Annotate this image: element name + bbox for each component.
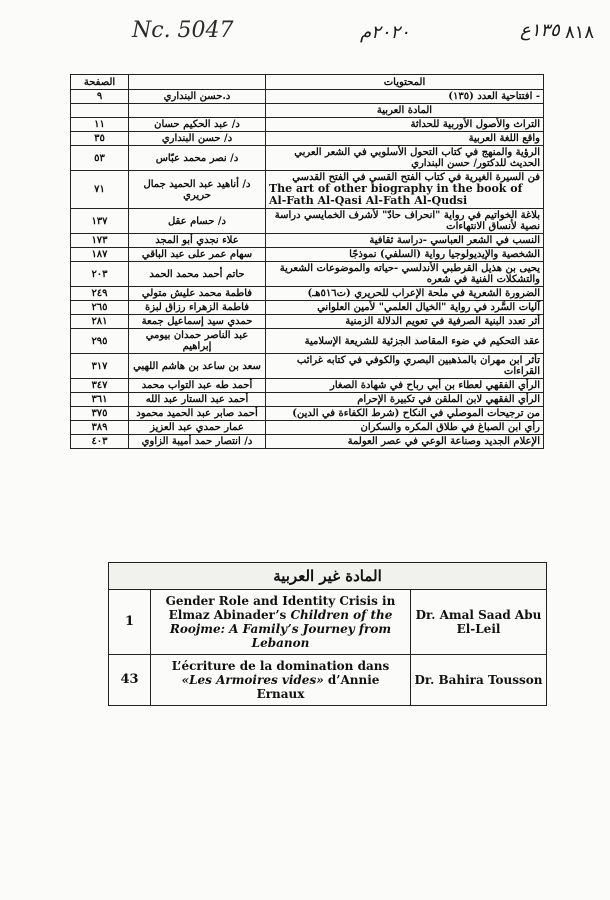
non-arabic-table bbox=[108, 562, 547, 706]
page-number-cell: ٢٤٩ bbox=[71, 287, 129, 301]
article-title bbox=[266, 171, 544, 209]
table-row bbox=[71, 209, 544, 234]
table-row bbox=[71, 435, 544, 449]
article-title bbox=[266, 379, 544, 393]
page-number-cell: ٢٦٥ bbox=[71, 301, 129, 315]
article-title bbox=[266, 435, 544, 449]
handwritten-issue: ١٣٥ع bbox=[520, 20, 560, 41]
title-text: رأي ابن الصباغ في طلاق المكره والسكران bbox=[360, 422, 540, 433]
title-text: آليات السَّرد في رواية "الخيال العلمي" لأمين العلواني bbox=[317, 302, 540, 313]
article-author: أحمد طه عبد التواب محمد bbox=[129, 379, 266, 393]
page-number-cell: ٥٣ bbox=[71, 146, 129, 171]
article-title bbox=[266, 146, 544, 171]
contents-header-row bbox=[71, 75, 544, 90]
article-author: سعد بن ساعد بن هاشم اللهبي bbox=[129, 354, 266, 379]
non-arabic-section-title: المادة غير العربية bbox=[109, 563, 547, 590]
table-row bbox=[71, 132, 544, 146]
page-number-cell: ٣١٧ bbox=[71, 354, 129, 379]
table-row bbox=[71, 90, 544, 104]
article-title bbox=[266, 132, 544, 146]
table-row bbox=[71, 301, 544, 315]
title-italic-text: Children of the Roojme: A Family’s Journey from Lebanon bbox=[169, 608, 393, 650]
contents-body bbox=[71, 90, 544, 449]
article-title bbox=[266, 354, 544, 379]
table-row bbox=[71, 262, 544, 287]
article-author: د/ نصر محمد عبّاس bbox=[129, 146, 266, 171]
article-author: علاء نجدي أبو المجد bbox=[129, 234, 266, 248]
title-text: d’Annie Ernaux bbox=[256, 673, 380, 701]
table-row bbox=[71, 146, 544, 171]
table-row bbox=[71, 379, 544, 393]
title-text: واقع اللغة العربية bbox=[468, 133, 540, 144]
article-author: Dr. Bahira Tousson bbox=[411, 655, 547, 706]
title-text: Gender Role and Identity Crisis in Elmaz Abinader’s bbox=[165, 594, 396, 622]
table-row bbox=[71, 118, 544, 132]
title-text: المادة العربية bbox=[376, 105, 433, 116]
article-author: عمار حمدي عبد العزيز bbox=[129, 421, 266, 435]
handwritten-year: ٢٠٢٠م bbox=[360, 22, 410, 43]
page-number-cell: ١٣٧ bbox=[71, 209, 129, 234]
article-title bbox=[266, 421, 544, 435]
page-number-cell: ٤٠٣ bbox=[71, 435, 129, 449]
title-text: عقد التحكيم في ضوء المقاصد الجزئية للشريعة الإسلامية bbox=[304, 335, 540, 347]
page-number-cell: ٣٤٧ bbox=[71, 379, 129, 393]
page-number-cell: ٢٨١ bbox=[71, 315, 129, 329]
page-number-cell bbox=[71, 104, 129, 118]
page-number-cell: ١٧٣ bbox=[71, 234, 129, 248]
title-text: الرؤية والمنهج في كتاب التحول الأسلوبي في الشعر العربي الحديث للدكتور/ حسن البنداري bbox=[294, 147, 540, 169]
page-number-cell: ٢٠٣ bbox=[71, 262, 129, 287]
table-row bbox=[71, 287, 544, 301]
title-text: الضرورة الشعرية في ملحة الإعراب للحريري (ت٥١٦هـ) bbox=[307, 288, 540, 299]
section-row bbox=[71, 104, 544, 118]
table-row bbox=[71, 393, 544, 407]
article-title bbox=[266, 407, 544, 421]
table-row bbox=[71, 329, 544, 354]
page-number: ٨١٨ bbox=[564, 22, 594, 43]
article-author: د/ حسام عقل bbox=[129, 209, 266, 234]
table-row bbox=[71, 315, 544, 329]
page-number-cell: ٧١ bbox=[71, 171, 129, 209]
table-row bbox=[71, 354, 544, 379]
article-title bbox=[266, 262, 544, 287]
article-author: د/ عبد الحكيم حسان bbox=[129, 118, 266, 132]
article-author: حاتم أحمد محمد الحمد bbox=[129, 262, 266, 287]
title-text: التراث والأصول الأوربية للحداثة bbox=[410, 119, 540, 130]
title-text: - افتتاحية العدد (١٣٥) bbox=[448, 91, 540, 102]
title-english-text: The art of other biography in the book of Al-Fath Al-Qasi Al-Fath Al-Qudsi bbox=[269, 182, 523, 207]
page-number-cell: ١١ bbox=[71, 118, 129, 132]
page-number-cell: ٩ bbox=[71, 90, 129, 104]
article-title bbox=[266, 287, 544, 301]
table-row bbox=[109, 655, 547, 706]
page-number-cell: ١٨٧ bbox=[71, 248, 129, 262]
title-text: الرأي الفقهي لابن الملقن في تكبيرة الإحرام bbox=[357, 394, 540, 405]
page-number-cell: ٢٩٥ bbox=[71, 329, 129, 354]
article-title bbox=[266, 329, 544, 354]
title-text: الإعلام الجديد وصناعة الوعي في عصر العولمة bbox=[347, 436, 540, 447]
contents-table bbox=[70, 74, 544, 449]
article-author: Dr. Amal Saad Abu El-Leil bbox=[411, 590, 547, 655]
article-title bbox=[266, 118, 544, 132]
title-text: فن السيرة الغيرية في كتاب الفتح القسي في الفتح القدسي bbox=[292, 172, 540, 183]
table-row bbox=[71, 234, 544, 248]
table-row bbox=[71, 171, 544, 209]
article-author: فاطمة الزهراء رزاق لبزة bbox=[129, 301, 266, 315]
article-author: سهام عمر على عبد الباقي bbox=[129, 248, 266, 262]
handwritten-note: Nc. 5047 bbox=[132, 18, 234, 43]
contents-heading: المحتويات bbox=[266, 75, 544, 90]
title-text: تأثر ابن مهران بالمذهبين البصري والكوفي في كتابه غرائب القراءات bbox=[296, 355, 540, 377]
author-heading bbox=[129, 75, 266, 90]
title-text: الرأي الفقهي لعطاء بن أبي رباح في شهادة الصغار bbox=[330, 380, 540, 391]
title-text: الشخصية والإيديولوجيا رواية (السلفي) نموذجًا bbox=[349, 249, 540, 260]
article-author: د/ أناهيد عبد الحميد جمال حريري bbox=[129, 171, 266, 209]
article-author: أحمد عبد الستار عبد الله bbox=[129, 393, 266, 407]
article-title bbox=[266, 90, 544, 104]
article-author bbox=[129, 104, 266, 118]
article-title bbox=[151, 590, 411, 655]
section-title bbox=[266, 104, 544, 118]
article-title bbox=[266, 234, 544, 248]
article-title bbox=[266, 315, 544, 329]
title-italic-text: «Les Armoires vides» bbox=[181, 673, 324, 687]
table-row bbox=[109, 590, 547, 655]
article-title bbox=[266, 248, 544, 262]
article-author: فاطمة محمد عليش متولي bbox=[129, 287, 266, 301]
article-author: أحمد صابر عبد الحميد محمود bbox=[129, 407, 266, 421]
article-author: د/ حسن البنداري bbox=[129, 132, 266, 146]
article-author: د.حسن البنداري bbox=[129, 90, 266, 104]
page-heading: الصفحة bbox=[71, 75, 129, 90]
page-number-cell: 43 bbox=[109, 655, 151, 706]
article-title bbox=[266, 393, 544, 407]
page-number-cell: ٣٦١ bbox=[71, 393, 129, 407]
page-number-cell: ٣٧٥ bbox=[71, 407, 129, 421]
table-row bbox=[71, 248, 544, 262]
article-title bbox=[151, 655, 411, 706]
title-text: أثر تعدد البنية الصرفية في تعويم الدلالة الزمنية bbox=[345, 316, 540, 327]
table-row bbox=[71, 421, 544, 435]
title-text: بلاغة الخواتيم في رواية "انحراف حادّ" لأشرف الخمايسي دراسة نصية لأنساق الانتهاءات bbox=[274, 210, 540, 232]
article-title bbox=[266, 209, 544, 234]
article-author: عبد الناصر حمدان بيومي إبراهيم bbox=[129, 329, 266, 354]
title-text: من ترجيحات الموصلي في النكاح (شرط الكفاءة في الدين) bbox=[292, 408, 540, 419]
article-title bbox=[266, 301, 544, 315]
title-text: L’écriture de la domination dans bbox=[171, 659, 390, 673]
article-author: حمدي سيد إسماعيل جمعة bbox=[129, 315, 266, 329]
page-number-cell: ٣٥ bbox=[71, 132, 129, 146]
page-number-cell: 1 bbox=[109, 590, 151, 655]
article-author: د/ انتصار حمد أميبة الزاوي bbox=[129, 435, 266, 449]
title-text: النسب في الشعر العباسي -دراسة ثقافية bbox=[369, 235, 540, 246]
title-text: يحيى بن هذيل القرطبي الأندلسي -حياته والموضوعات الشعرية والتشكلات الفنية في شعره bbox=[279, 263, 540, 285]
page-number-cell: ٣٨٩ bbox=[71, 421, 129, 435]
table-row bbox=[71, 407, 544, 421]
